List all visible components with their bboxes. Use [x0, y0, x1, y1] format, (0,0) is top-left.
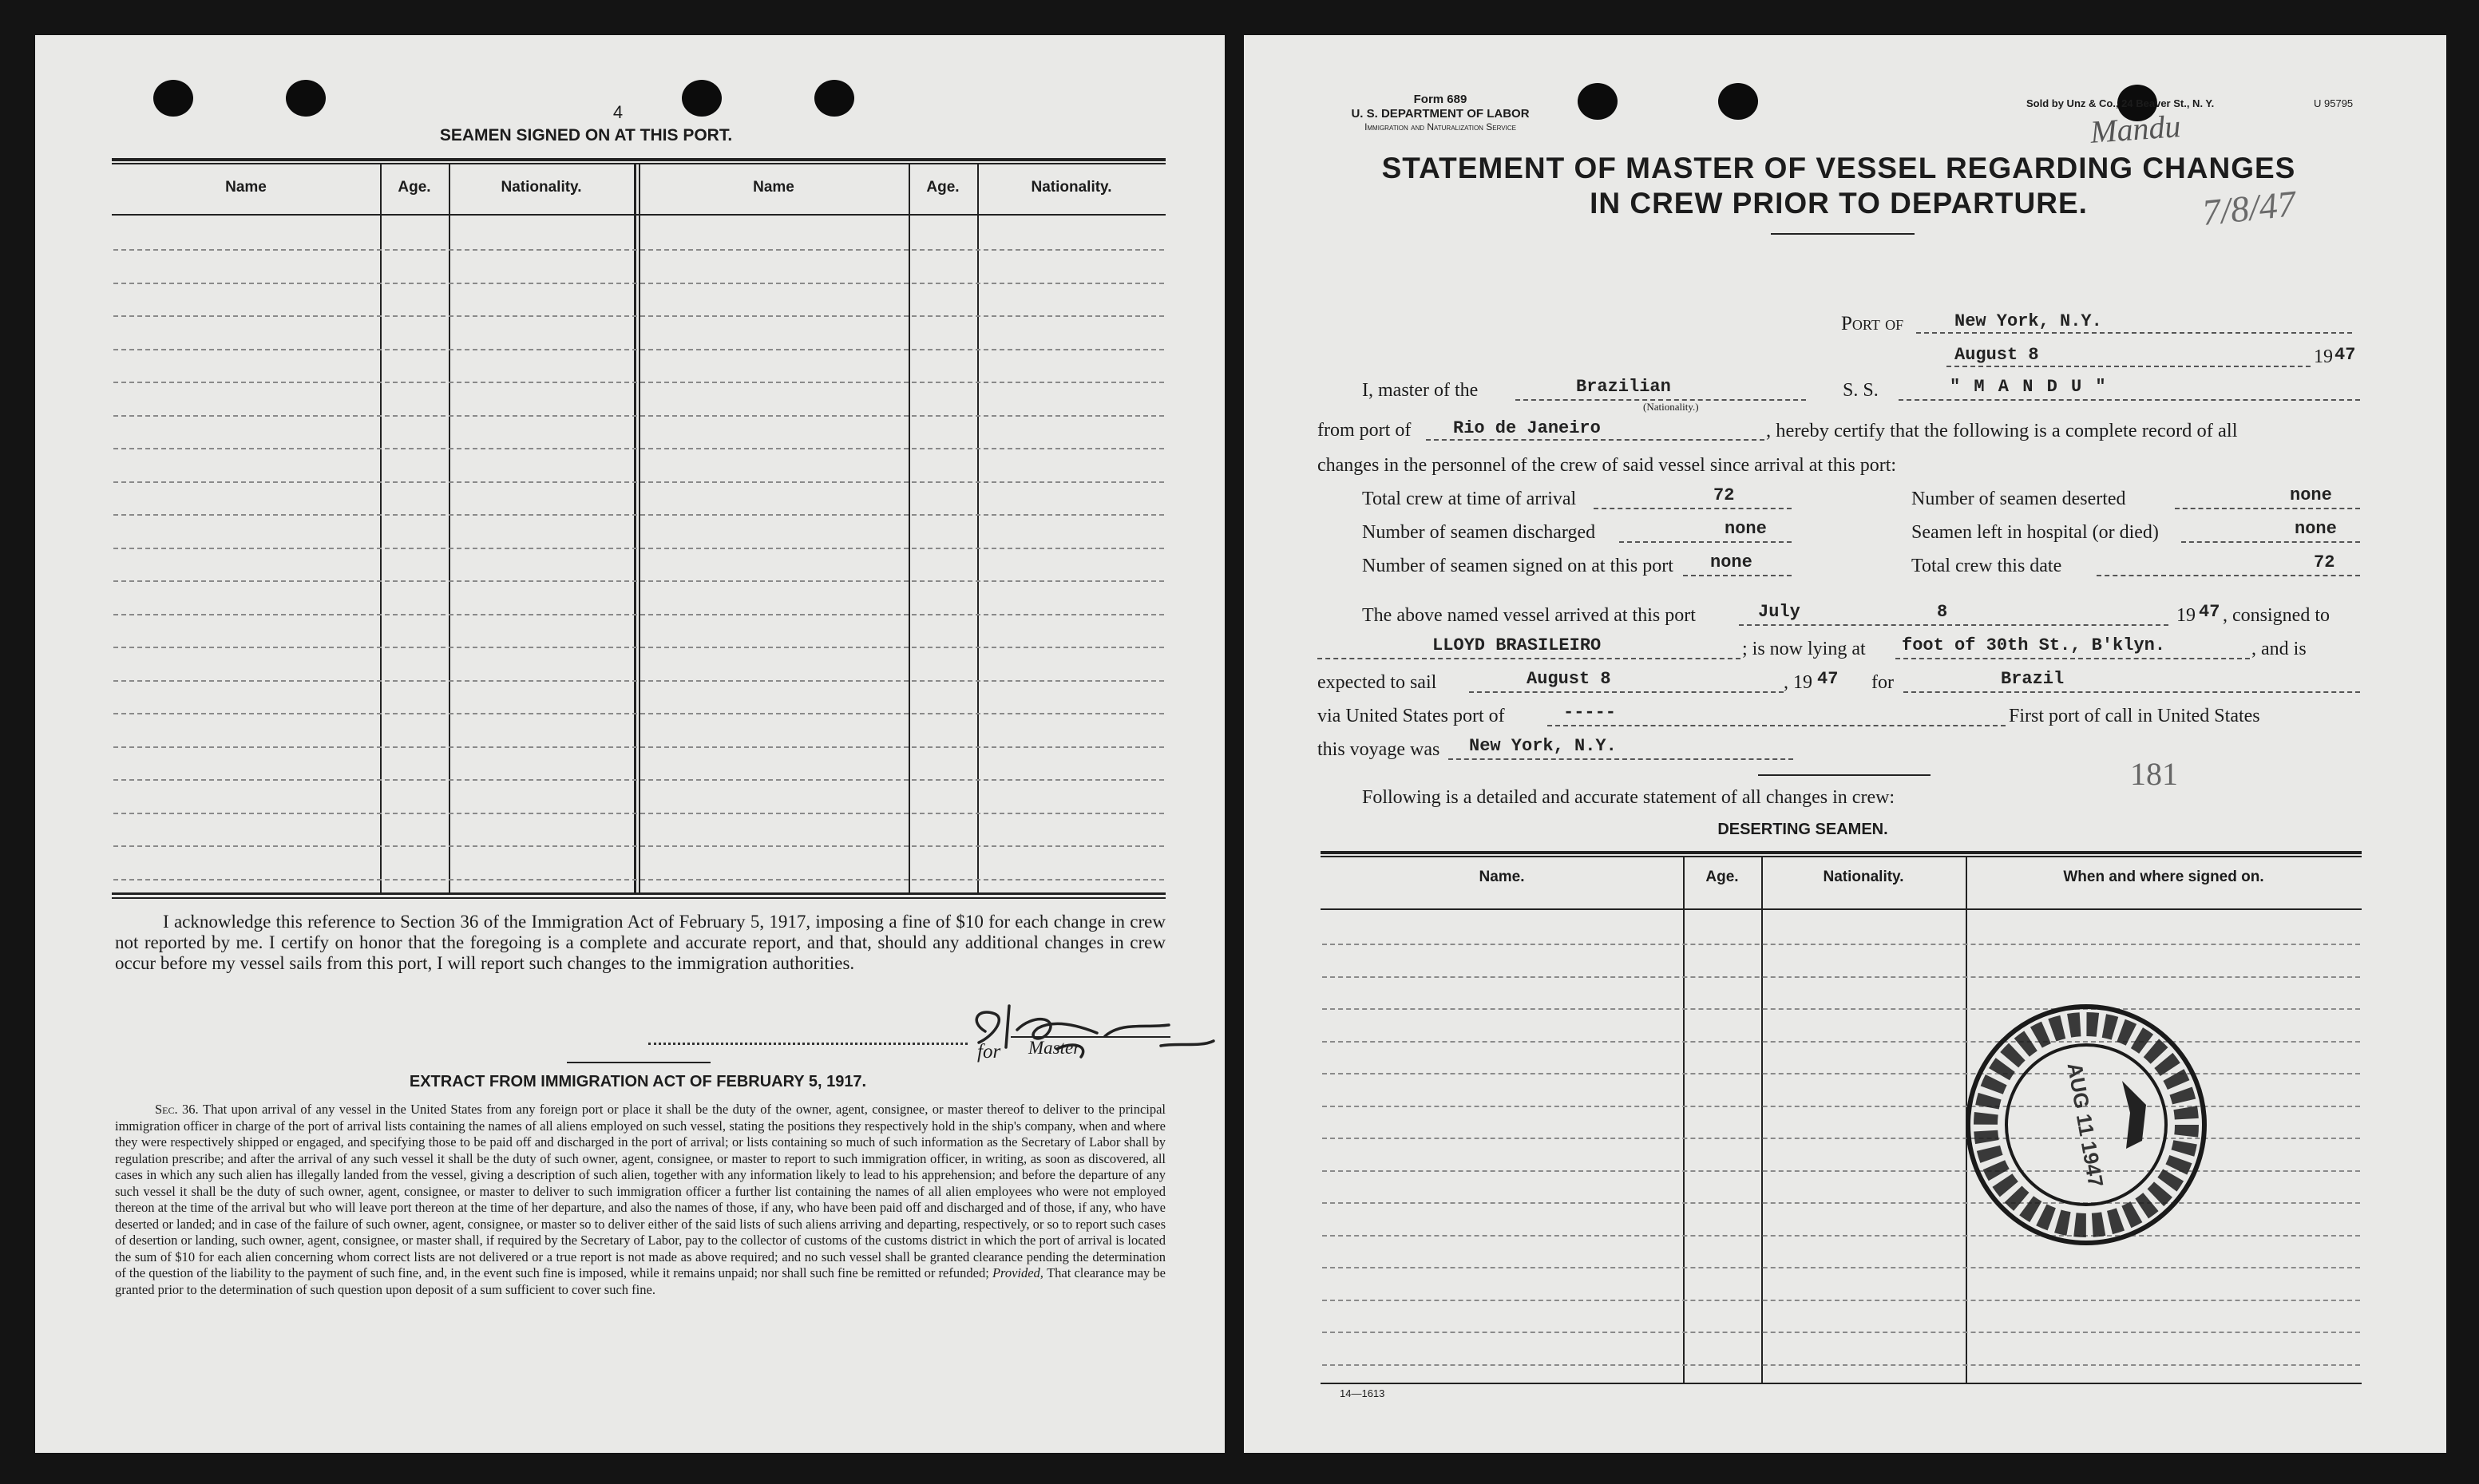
section-title: SEAMEN SIGNED ON AT THIS PORT.: [439, 126, 733, 144]
table-row: [113, 548, 1164, 549]
table-row: [1322, 1332, 2360, 1333]
table-row: [1322, 1364, 2360, 1366]
handwritten-number: 181: [2130, 756, 2178, 792]
stamp-text: AUG 11 1947: [2062, 1060, 2109, 1189]
column-header: Name: [753, 179, 794, 196]
form-number: Form 689: [1413, 93, 1467, 106]
seller-code: U 95795: [2314, 97, 2354, 109]
punch-hole: [1578, 83, 1618, 120]
table-row: [113, 448, 1164, 449]
table-row: [113, 349, 1164, 350]
port-of-label: Port of: [1841, 313, 1904, 334]
for-label: for: [1871, 672, 1894, 693]
discharged-value: none: [1725, 519, 1767, 539]
punch-hole: [286, 80, 326, 117]
form-title-line1: STATEMENT OF MASTER OF VESSEL REGARDING CHANGES: [1381, 152, 2296, 184]
from-port-value: Rio de Janeiro: [1453, 418, 1601, 438]
lying-label: ; is now lying at: [1742, 639, 1866, 659]
table-row: [113, 746, 1164, 748]
extract-title: EXTRACT FROM IMMIGRATION ACT OF FEBRUARY 5, 1917.: [409, 1073, 867, 1090]
column-header: Name: [225, 179, 267, 196]
deserted-value: none: [2290, 485, 2332, 505]
page-number: 4: [612, 102, 624, 122]
sail-date: August 8: [1527, 669, 1611, 689]
and-is: , and is: [2251, 639, 2307, 659]
master-of-label: I, master of the: [1362, 380, 1479, 401]
total-crew-date-value: 72: [2314, 552, 2335, 572]
table-row: [113, 680, 1164, 682]
first-port-label: First port of call in United States: [2009, 706, 2260, 726]
immigration-stamp: [1962, 1001, 2210, 1249]
port-of-value: New York, N.Y.: [1954, 311, 2102, 331]
seller: Sold by Unz & Co., 24 Beaver St., N. Y.: [2026, 97, 2215, 109]
lying-value: foot of 30th St., B'klyn.: [1902, 635, 2166, 655]
changes-text: changes in the personnel of the crew of said vessel since arrival at this port:: [1317, 455, 1897, 476]
right-page: [1244, 35, 2446, 1453]
hospital-label: Seamen left in hospital (or died): [1911, 522, 2159, 543]
total-crew-arrival-label: Total crew at time of arrival: [1362, 489, 1577, 509]
consignee: LLOYD BRASILEIRO: [1432, 635, 1602, 655]
extract-text: Sec. 36. That upon arrival of any vessel in the United States from any foreign port or place it shall be the duty of the owner, agent, consignee, or master thereof to deliver to the principal immigration officer in charge of the port of arrival lists containing the names of all aliens employed on such vessel, stating the positions they respectively hold in the ship's company, when and where they were respectively shipped or engaged, and specifying those to be paid off and discharged in the port of arrival; or lists containing so much of such information as the Secretary of Labor shall by regulation prescribe; and after the arrival of any such vessel it shall be the duty of such owner, agent, consignee, or master to report to such immigration officer, in writing, as soon as discovered, all cases in which any such alien has illegally landed from the vessel, giving a description of such alien, together with any information likely to lead to his apprehension; and before the departure of any such vessel it shall be the duty of such owner, agent, consignee, or master to deliver to such immigration officer a further list containing the names of all alien employees who were not employed thereon at the time of the arrival but who will leave port thereon at the time of her departure, and also the names of those, if any, who have been paid off and discharged and of those, if any, who have deserted or landed; and in case of the failure of such owner, agent, consignee, or master so to deliver either of the said lists of such aliens arriving and departing, respectively, or so to report such cases of desertion or landing, such owner, agent, consignee, or master shall, if required by the Secretary of Labor, pay to the collector of customs of the customs district in which the port of arrival is located the sum of $10 for each alien concerning whom correct lists are not delivered or a true report is not made as above required; and no such vessel shall be granted clearance pending the determination of the question of the liability to the payment of such fine, and, in the event such fine is imposed, while it remains unpaid; nor shall such fine be remitted or refunded; Provided, That clearance may be granted prior to the determination of such question upon deposit of a sum sufficient to cover such fine.: [115, 1102, 1166, 1297]
table-row: [113, 813, 1164, 814]
via-value: -----: [1563, 702, 1617, 722]
extract-section: Sec. 36.: [155, 1102, 199, 1117]
deserting-title: DESERTING SEAMEN.: [1717, 821, 1888, 838]
from-port-label: from port of: [1317, 420, 1412, 441]
column-header: Age.: [926, 179, 960, 196]
table-row: [113, 283, 1164, 284]
table-row: [1322, 1267, 2360, 1268]
sail-year-prefix: , 19: [1784, 672, 1812, 693]
table-row: [113, 779, 1164, 781]
total-crew-arrival-value: 72: [1713, 485, 1735, 505]
table-row: [113, 415, 1164, 417]
arrived-label: The above named vessel arrived at this port: [1362, 605, 1696, 626]
via-label: via United States port of: [1317, 706, 1505, 726]
column-header: Nationality.: [1823, 869, 1904, 885]
service: Immigration and Naturalization Service: [1364, 121, 1516, 133]
left-page: [35, 35, 1225, 1453]
table-row: [113, 580, 1164, 582]
certify-text: , hereby certify that the following is a complete record of all: [1766, 420, 2238, 441]
column-header: Age.: [1705, 869, 1739, 885]
nationality-value: Brazilian: [1576, 377, 1671, 397]
sail-label: expected to sail: [1317, 672, 1437, 693]
year-prefix: 19: [2314, 346, 2333, 367]
following-text: Following is a detailed and accurate statement of all changes in crew:: [1362, 787, 1895, 808]
department: U. S. DEPARTMENT OF LABOR: [1351, 107, 1530, 121]
master-signature: [961, 990, 1225, 1078]
table-row: [1322, 1300, 2360, 1301]
date-value: August 8: [1954, 345, 2039, 365]
table-row: [113, 315, 1164, 317]
punch-hole: [1718, 83, 1758, 120]
punch-hole: [814, 80, 854, 117]
punch-hole: [682, 80, 722, 117]
sail-year: 47: [1817, 669, 1839, 689]
total-crew-date-label: Total crew this date: [1911, 556, 2062, 576]
column-header: Nationality.: [1031, 179, 1112, 196]
voyage-label: this voyage was: [1317, 739, 1440, 760]
deserted-label: Number of seamen deserted: [1911, 489, 2126, 509]
table-row: [1322, 976, 2360, 978]
table-row: [113, 514, 1164, 516]
signed-on-label: Number of seamen signed on at this port: [1362, 556, 1673, 576]
arrived-day: 8: [1937, 602, 1948, 622]
column-header: When and where signed on.: [2063, 869, 2264, 885]
table-row: [113, 879, 1164, 881]
signature-for: for: [977, 1041, 1001, 1063]
arrived-year-prefix: 19: [2176, 605, 2196, 626]
signed-on-value: none: [1710, 552, 1752, 572]
nationality-caption: (Nationality.): [1643, 401, 1699, 413]
footer-code: 14—1613: [1340, 1387, 1385, 1399]
table-row: [1322, 944, 2360, 945]
table-row: [113, 614, 1164, 615]
column-header: Age.: [398, 179, 431, 196]
table-row: [113, 382, 1164, 383]
ss-label: S. S.: [1843, 380, 1879, 401]
table-row: [113, 713, 1164, 714]
year-value: 47: [2334, 345, 2356, 365]
arrived-year: 47: [2199, 602, 2220, 622]
table-row: [113, 249, 1164, 251]
table-row: [113, 845, 1164, 847]
voyage-value: New York, N.Y.: [1469, 736, 1617, 756]
handwritten-date: 7/8/47: [2200, 182, 2298, 234]
discharged-label: Number of seamen discharged: [1362, 522, 1596, 543]
table-row: [113, 647, 1164, 648]
signature-caption: Master: [1028, 1038, 1081, 1058]
punch-hole: [153, 80, 193, 117]
handwritten-vessel-name: Mandu: [2089, 108, 2182, 150]
hospital-value: none: [2295, 519, 2337, 539]
arrived-month: July: [1758, 602, 1800, 622]
consigned-label: , consigned to: [2223, 605, 2330, 626]
column-header: Nationality.: [501, 179, 582, 196]
form-title-line2: IN CREW PRIOR TO DEPARTURE.: [1590, 187, 2088, 220]
column-header: Name.: [1479, 869, 1525, 885]
for-value: Brazil: [2001, 669, 2065, 689]
acknowledgement-text: I acknowledge this reference to Section 36 of the Immigration Act of February 5, 1917, imposing a fine of $10 for each change in crew not reported by me. I certify on honor that the foregoing is a complete and accurate report, and that, should any additional changes in crew occur before my vessel sails from this port, I will report such changes to the immigration authorities.: [115, 912, 1166, 973]
table-row: [113, 481, 1164, 483]
vessel-name: " M A N D U ": [1950, 377, 2108, 397]
